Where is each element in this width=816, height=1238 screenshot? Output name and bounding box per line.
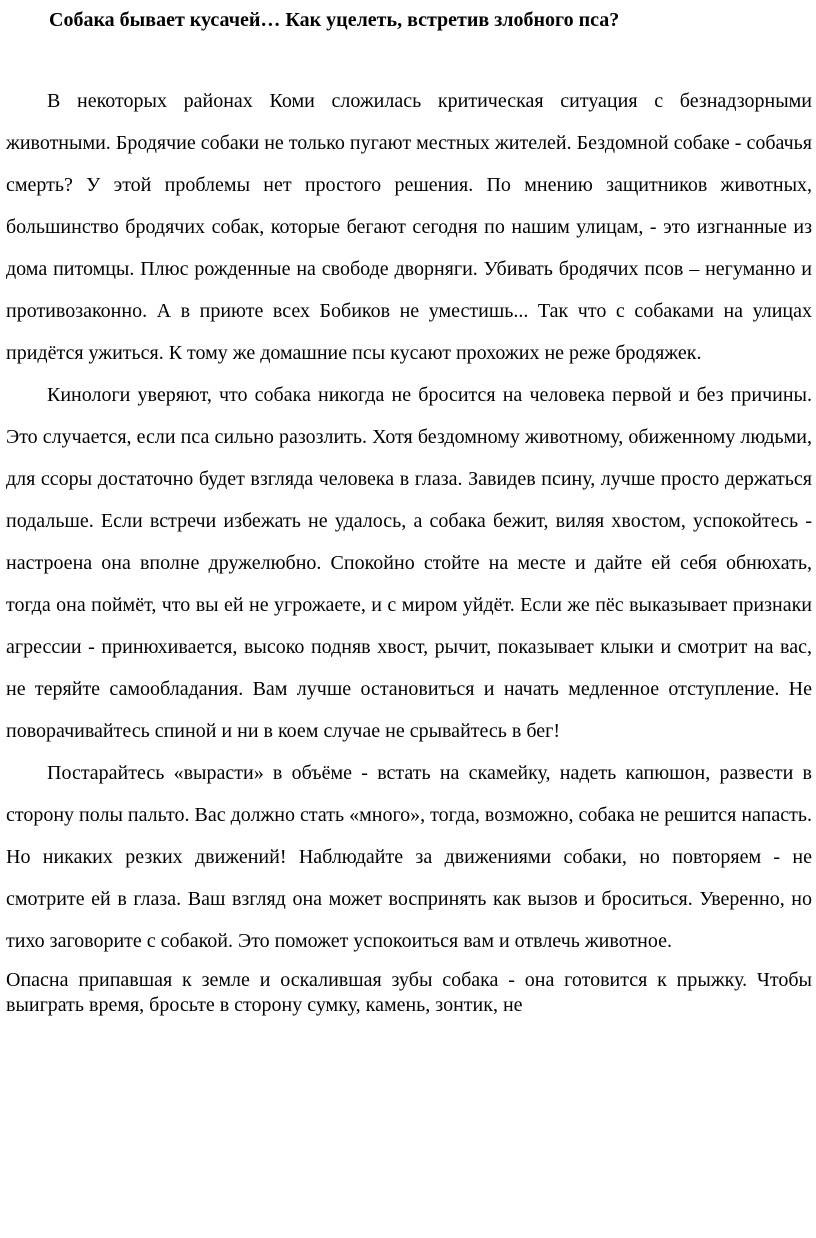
paragraph-2: Кинологи уверяют, что собака никогда не бросится на человека первой и без причины. Это случается, если пса сильно разозлить. Хотя бездомному животному, обиженному людьми, для ссоры достаточно будет взгляда человека в глаза. Завидев псину, лучше просто держаться подальше. Если встречи избежать не удалось, а собака бежит, виляя хвостом, успокойтесь - настроена она вполне дружелюбно. Спокойно стойте на месте и дайте ей себя обнюхать, тогда она поймёт, что вы ей не угрожаете, и с миром уйдёт. Если же пёс выказывает признаки агрессии - принюхивается, высоко подняв хвост, рычит, показывает клыки и смотрит на вас, не теряйте самообладания. Вам лучше остановиться и начать медленное отступление. Не поворачивайтесь спиной и ни в коем случае не срывайтесь в бег! [6, 384, 812, 742]
document-page [6, 0, 812, 1018]
paragraph-1: В некоторых районах Коми сложилась критическая ситуация с безнадзорными животными. Бродячие собаки не только пугают местных жителей. Бездомной собаке - собачья смерть? У этой проблемы нет простого решения. По мнению защитников животных, большинство бродячих собак, которые бегают сегодня по нашим улицам, - это изгнанные из дома питомцы. Плюс рожденные на свободе дворняги. Убивать бродячих псов – негуманно и противозаконно. А в приюте всех Бобиков не уместишь... Так что с собаками на улицах придётся ужиться. К тому же домашние псы кусают прохожих не реже бродяжек. [6, 90, 812, 364]
document-title: Собака бывает кусачей… Как уцелеть, встретив злобного пса? [49, 9, 620, 31]
paragraph-3: Постарайтесь «вырасти» в объёме - встать на скамейку, надеть капюшон, развести в сторону полы пальто. Вас должно стать «много», тогда, возможно, собака не решится напасть. Но никаких резких движений! Наблюдайте за движениями собаки, но повторяем - не смотрите ей в глаза. Ваш взгляд она может воспринять как вызов и броситься. Уверенно, но тихо заговорите с собакой. Это поможет успокоиться вам и отвлечь животное. [6, 762, 812, 952]
paragraph-4: Опасна припавшая к земле и оскалившая зубы собака - она готовится к прыжку. Чтобы выиграть время, бросьте в сторону сумку, камень, зонтик, не [6, 969, 812, 1016]
document-body [6, 80, 812, 1018]
